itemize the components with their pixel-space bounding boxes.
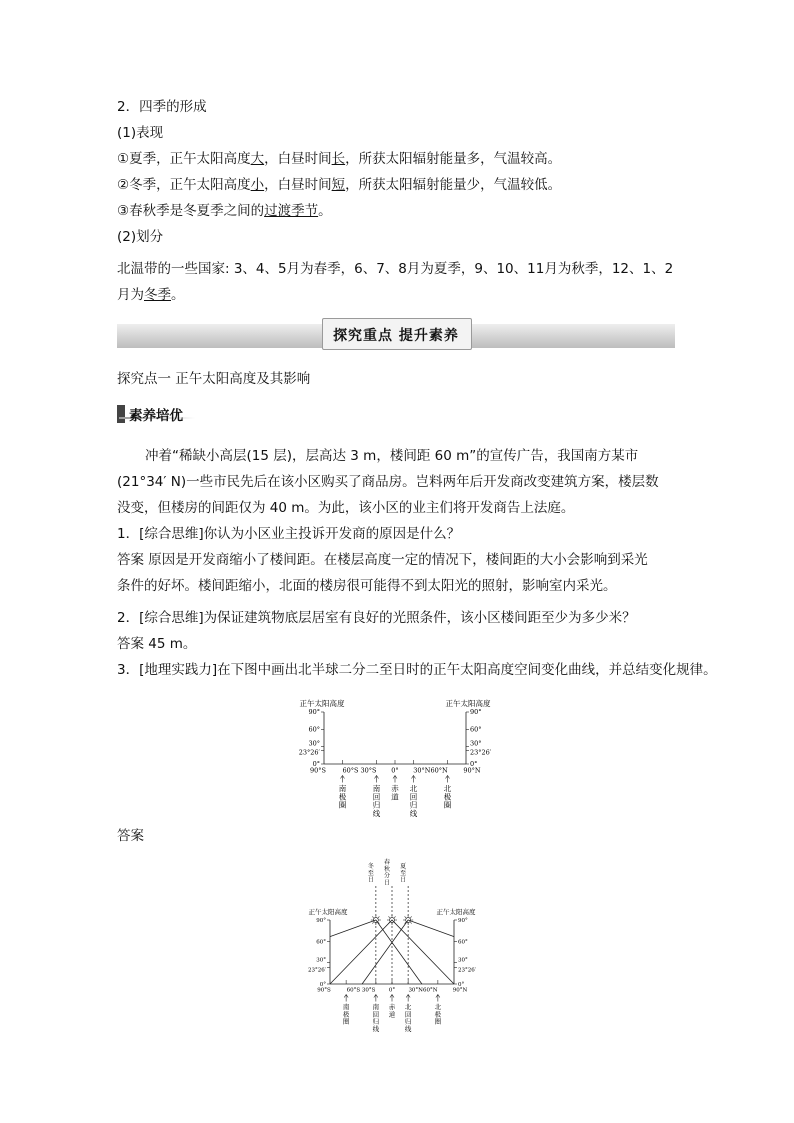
date-label: 夏 bbox=[400, 863, 407, 870]
latitude-line-label: 回 bbox=[372, 792, 381, 802]
date-label: 冬 bbox=[367, 863, 374, 870]
latitude-line-label: 北 bbox=[409, 784, 418, 793]
literacy-tag bbox=[117, 402, 367, 430]
y-axis-title-left: 正午太阳高度 bbox=[299, 699, 345, 708]
x-tick-label-90s: 90°S bbox=[310, 766, 326, 775]
tag-marker-icon bbox=[117, 405, 125, 423]
case-para-1: 冲着“稀缺小高层(15 层)，层高达 3 m，楼间距 60 m”的宣传广告，我国南方某市 bbox=[145, 448, 639, 464]
y-tick-label-right: 23°26′ bbox=[470, 748, 492, 757]
sun-ray bbox=[410, 922, 411, 923]
winter-item: ②冬季，正午太阳高度小，白昼时间短，所获太阳辐射能量少，气温较低。 bbox=[117, 177, 562, 193]
x-tick-label-90n: 90°N bbox=[463, 766, 481, 775]
latitude-line-label: 赤 bbox=[391, 784, 399, 793]
latitude-line-label: 极 bbox=[443, 792, 452, 802]
x-tick-label-equator: 0° bbox=[388, 987, 396, 994]
latitude-line-label: 南 bbox=[372, 1003, 380, 1011]
answer-1-line-1: 答案 原因是开发商缩小了楼间距。在楼层高度一定的情况下，楼间距的大小会影响到采光 bbox=[117, 552, 648, 568]
latitude-line-label: 归 bbox=[409, 800, 418, 810]
x-tick-label-90n: 90°N bbox=[452, 987, 468, 994]
x-tick-label-north: 30°N60°N bbox=[413, 766, 448, 775]
y-tick-label-right: 30° bbox=[470, 739, 482, 748]
inquiry-title: 探究点一 正午太阳高度及其影响 bbox=[117, 371, 311, 387]
question-1: 1．[综合思维]你认为小区业主投诉开发商的原因是什么？ bbox=[117, 526, 461, 542]
x-tick-label-north: 30°N60°N bbox=[408, 987, 438, 994]
latitude-line-label: 归 bbox=[404, 1017, 412, 1026]
section-heading: 2．四季的形成 bbox=[117, 99, 207, 115]
y-axis-title-right: 正午太阳高度 bbox=[436, 908, 476, 916]
date-label: 至 bbox=[400, 869, 407, 877]
y-tick-label-left: 23°26′ bbox=[298, 748, 320, 757]
division-text-2: 月为冬季。 bbox=[117, 287, 185, 303]
summer-item: ①夏季，正午太阳高度大，白昼时间长，所获太阳辐射能量多，气温较高。 bbox=[117, 151, 562, 167]
y-tick-label-left: 30° bbox=[316, 957, 326, 964]
blank-sun-altitude-chart bbox=[282, 690, 507, 818]
date-label: 秋 bbox=[383, 865, 391, 873]
sun-ray bbox=[372, 916, 373, 917]
answer-3-label: 答案 bbox=[117, 828, 144, 844]
division-text-1: 北温带的一些国家: 3、4、5月为春季，6、7、8月为夏季，9、10、11月为秋季，12、1、2 bbox=[117, 261, 674, 277]
sun-ray bbox=[410, 916, 411, 917]
latitude-line-label: 线 bbox=[404, 1024, 412, 1033]
latitude-line-label: 圈 bbox=[342, 1017, 350, 1026]
date-label: 春 bbox=[383, 859, 391, 866]
y-tick-label-left: 0° bbox=[312, 760, 320, 768]
y-tick-label-left: 0° bbox=[319, 982, 326, 988]
latitude-line-label: 北 bbox=[404, 1003, 412, 1011]
question-3: 3．[地理实践力]在下图中画出北半球二分二至日时的正午太阳高度空间变化曲线，并总结变化规律。 bbox=[117, 662, 717, 678]
latitude-line-label: 回 bbox=[409, 792, 418, 802]
sun-ray bbox=[388, 916, 389, 917]
y-tick-label-right: 90° bbox=[458, 918, 468, 924]
latitude-line-label: 回 bbox=[372, 1010, 380, 1019]
sun-ray bbox=[394, 916, 395, 917]
subheading-division: (2)划分 bbox=[117, 229, 164, 245]
latitude-line-label: 南 bbox=[342, 1003, 350, 1011]
latitude-line-label: 南 bbox=[338, 784, 347, 793]
x-tick-label-south: 60°S 30°S bbox=[342, 766, 377, 775]
x-tick-label-south: 60°S 30°S bbox=[346, 987, 376, 994]
latitude-line-label: 线 bbox=[372, 808, 381, 818]
latitude-line-label: 回 bbox=[404, 1010, 412, 1019]
transition-item: ③春秋季是冬夏季之间的过渡季节。 bbox=[117, 203, 332, 219]
latitude-line-label: 道 bbox=[388, 1010, 396, 1019]
date-label: 日 bbox=[383, 879, 391, 887]
y-axis-title-right: 正午太阳高度 bbox=[445, 699, 491, 708]
question-2: 2．[综合思维]为保证建筑物底层居室有良好的光照条件，该小区楼间距至少为多少米？ bbox=[117, 610, 636, 626]
banner-title: 探究重点 提升素养 bbox=[333, 328, 459, 344]
latitude-line-label: 道 bbox=[391, 792, 399, 802]
latitude-line-label: 线 bbox=[372, 1024, 380, 1033]
sun-ray bbox=[378, 916, 379, 917]
y-tick-label-right: 0° bbox=[470, 760, 478, 768]
answer-2: 答案 45 m。 bbox=[117, 636, 197, 652]
latitude-line-label: 极 bbox=[342, 1010, 350, 1019]
y-tick-label-right: 0° bbox=[458, 982, 465, 988]
y-tick-label-right: 90° bbox=[470, 708, 482, 716]
y-tick-label-left: 60° bbox=[308, 725, 320, 734]
tag-label: 素养培优 bbox=[129, 408, 183, 424]
sun-ray bbox=[405, 916, 406, 917]
latitude-line-label: 北 bbox=[443, 784, 452, 793]
section-banner bbox=[117, 318, 675, 354]
latitude-line-label: 极 bbox=[434, 1010, 442, 1019]
y-tick-label-left: 30° bbox=[308, 739, 320, 748]
y-tick-label-left: 23°26′ bbox=[308, 967, 326, 974]
y-tick-label-left: 90° bbox=[308, 708, 320, 716]
y-tick-label-right: 60° bbox=[470, 725, 482, 734]
x-tick-label-equator: 0° bbox=[391, 766, 399, 775]
latitude-line-label: 圈 bbox=[443, 800, 452, 810]
latitude-line-label: 圈 bbox=[434, 1017, 442, 1026]
latitude-line-label: 极 bbox=[338, 792, 347, 802]
date-label: 日 bbox=[367, 876, 374, 884]
x-tick-label-90s: 90°S bbox=[317, 987, 331, 994]
case-para-2: (21°34′ N)一些市民先后在该小区购买了商品房。岂料两年后开发商改变建筑方案，楼层数 bbox=[117, 474, 659, 490]
latitude-line-label: 南 bbox=[372, 784, 381, 793]
latitude-line-label: 圈 bbox=[338, 800, 347, 810]
subheading-performance: (1)表现 bbox=[117, 125, 164, 141]
latitude-line-label: 赤 bbox=[388, 1003, 396, 1011]
answer-1-line-2: 条件的好坏。楼间距缩小，北面的楼房很可能得不到太阳光的照射，影响室内采光。 bbox=[117, 578, 617, 594]
latitude-line-label: 归 bbox=[372, 1017, 380, 1026]
y-tick-label-right: 30° bbox=[458, 957, 468, 964]
answer-sun-altitude-chart bbox=[302, 858, 502, 1033]
date-label: 至 bbox=[367, 869, 374, 877]
latitude-line-label: 北 bbox=[434, 1003, 442, 1011]
latitude-line-label: 归 bbox=[372, 800, 381, 810]
y-tick-label-right: 23°26′ bbox=[458, 967, 476, 974]
case-para-3: 没变，但楼房的间距仅为 40 m。为此，该小区的业主们将开发商告上法庭。 bbox=[117, 500, 575, 516]
date-label: 日 bbox=[400, 876, 407, 884]
y-tick-label-left: 90° bbox=[316, 918, 326, 924]
y-tick-label-right: 60° bbox=[458, 939, 468, 946]
sun-ray bbox=[372, 922, 373, 923]
y-axis-title-left: 正午太阳高度 bbox=[308, 908, 348, 916]
date-label: 分 bbox=[383, 872, 391, 880]
y-tick-label-left: 60° bbox=[316, 939, 326, 946]
latitude-line-label: 线 bbox=[409, 808, 418, 818]
